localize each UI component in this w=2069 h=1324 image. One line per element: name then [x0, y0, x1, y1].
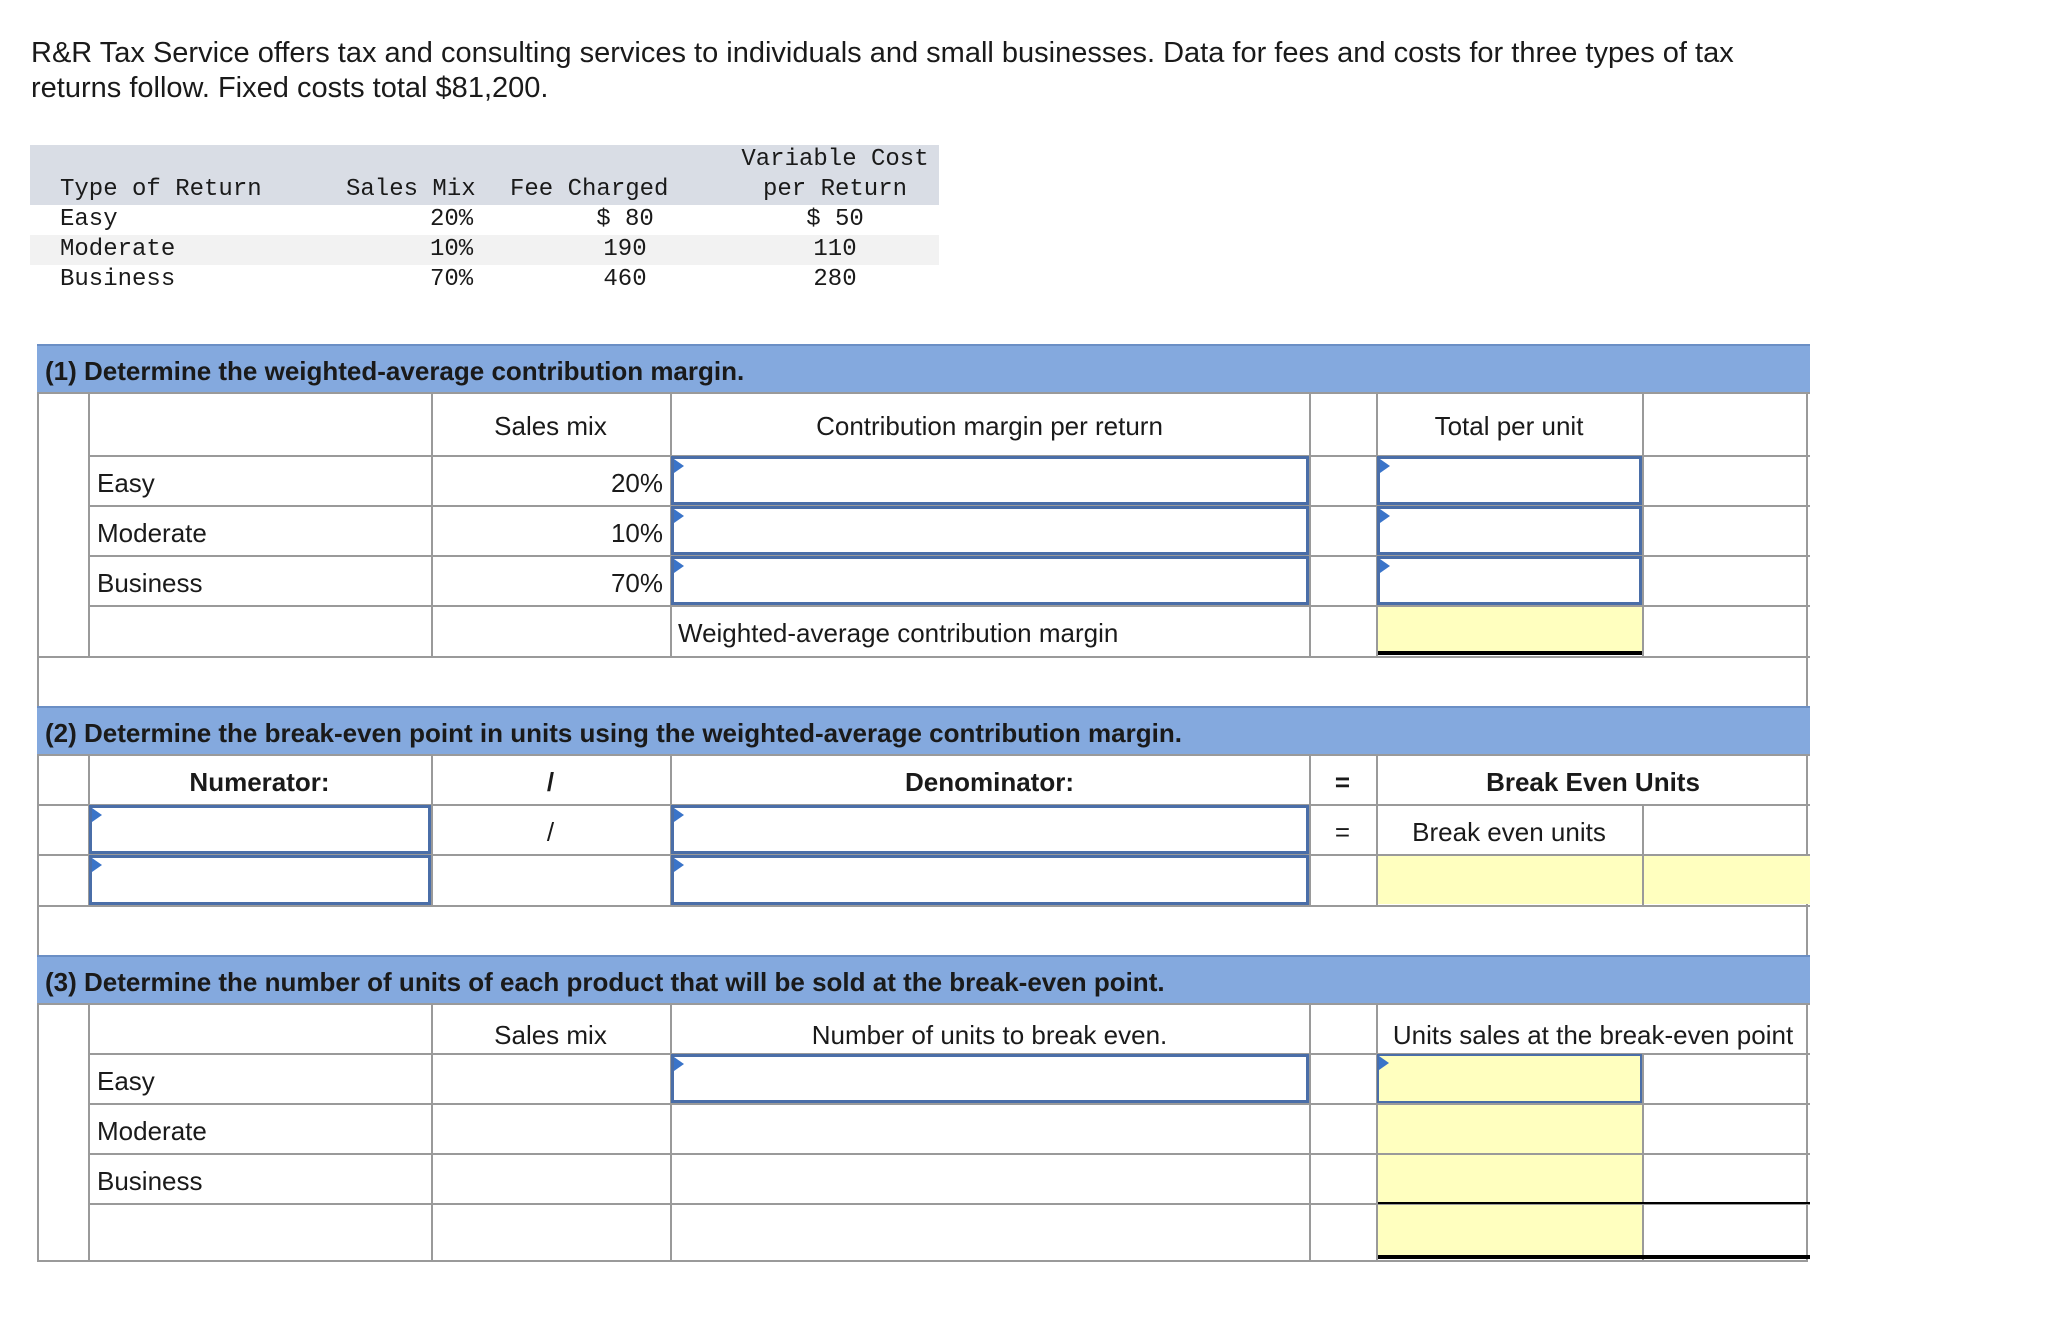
row-fee: $ 80 — [596, 206, 654, 233]
divider — [37, 754, 1810, 756]
business-cm-input[interactable] — [671, 556, 1309, 605]
divider — [88, 392, 90, 656]
part3-col-result: Units sales at the break-even point — [1392, 1020, 1794, 1050]
worksheet — [37, 344, 1810, 1264]
row-var: 280 — [813, 266, 857, 293]
divider — [1309, 392, 1311, 656]
double-underline — [1378, 651, 1642, 655]
row-type: Moderate — [60, 236, 176, 263]
part3-col-units: Number of units to break even. — [811, 1020, 1168, 1050]
divider — [1642, 1053, 1644, 1262]
header-type: Type of Return — [60, 176, 262, 203]
part1-col-sales-mix: Sales mix — [494, 411, 607, 441]
equals-sign: = — [1334, 817, 1351, 847]
numerator-value-input[interactable] — [89, 855, 431, 905]
given-data-table — [30, 145, 939, 295]
wacm-label: Weighted-average contribution margin — [678, 618, 1119, 648]
row-var: 110 — [813, 236, 857, 263]
easy-total-input[interactable] — [1377, 456, 1642, 505]
header-sales-mix: Sales Mix — [346, 176, 476, 203]
row-mix: 70% — [430, 266, 474, 293]
divider — [88, 1003, 90, 1262]
break-even-units-cell[interactable] — [1644, 856, 1810, 904]
moderate-units-result[interactable] — [1378, 1105, 1642, 1153]
intro-line-1: R&R Tax Service offers tax and consulting services to individuals and small businesses. Data for fees and costs for three types of tax — [31, 37, 1734, 69]
part1-row-business-mix: 70% — [610, 568, 663, 598]
moderate-cm-input[interactable] — [671, 506, 1309, 555]
part1-row-easy-label: Easy — [97, 468, 155, 498]
break-even-header: Break Even Units — [1486, 767, 1700, 797]
business-units-result[interactable] — [1378, 1155, 1642, 1203]
data-table-header — [30, 145, 939, 205]
break-even-result-cell[interactable] — [1378, 856, 1642, 904]
intro-line-2: returns follow. Fixed costs total $81,200. — [31, 72, 549, 104]
units-to-break-even-input[interactable] — [671, 1054, 1309, 1103]
data-row-easy — [30, 205, 939, 235]
wacm-result-cell[interactable] — [1378, 607, 1642, 653]
part3-row-easy-label: Easy — [97, 1066, 155, 1096]
part3-row-moderate-label: Moderate — [97, 1116, 207, 1146]
numerator-label-input[interactable] — [89, 805, 431, 854]
row-var: $ 50 — [806, 206, 864, 233]
part1-col-cm: Contribution margin per return — [816, 411, 1163, 441]
divider — [1309, 1003, 1311, 1262]
equals-header: = — [1334, 767, 1351, 797]
break-even-units-label: Break even units — [1412, 817, 1606, 847]
row-fee: 190 — [603, 236, 647, 263]
row-mix: 20% — [430, 206, 474, 233]
header-variable-cost: Variable Cost — [741, 146, 929, 173]
easy-units-result[interactable] — [1377, 1054, 1642, 1103]
total-units-result[interactable] — [1378, 1205, 1642, 1257]
row-mix: 10% — [430, 236, 474, 263]
data-row-business — [30, 265, 939, 295]
part1-row-moderate-mix: 10% — [610, 518, 663, 548]
part3-title: (3) Determine the number of units of each product that will be sold at the break-even point. — [45, 967, 1165, 997]
double-underline — [1378, 1255, 1810, 1259]
part1-col-total: Total per unit — [1434, 411, 1584, 441]
denominator-label-input[interactable] — [671, 805, 1309, 854]
denominator-value-input[interactable] — [671, 855, 1309, 905]
row-type: Business — [60, 266, 176, 293]
row-fee: 460 — [603, 266, 647, 293]
numerator-header: Numerator: — [189, 767, 330, 797]
part3-band — [37, 955, 1810, 1005]
divider — [1642, 392, 1644, 656]
part1-band — [37, 344, 1810, 394]
slash-sign: / — [546, 817, 555, 847]
divider — [37, 656, 1810, 658]
slash-header: / — [546, 767, 555, 797]
header-fee-charged: Fee Charged — [510, 176, 669, 203]
total-rule — [1378, 1202, 1810, 1204]
easy-cm-input[interactable] — [671, 456, 1309, 505]
divider — [37, 1003, 1810, 1005]
part2-title: (2) Determine the break-even point in units using the weighted-average contribution margin. — [45, 718, 1182, 748]
part2-band — [37, 706, 1810, 756]
part3-col-sales-mix: Sales mix — [494, 1020, 607, 1050]
data-row-moderate — [30, 235, 939, 265]
problem-statement — [31, 36, 1981, 106]
denominator-header: Denominator: — [905, 767, 1074, 797]
header-per-return: per Return — [762, 176, 908, 203]
part1-row-easy-mix: 20% — [610, 468, 663, 498]
moderate-total-input[interactable] — [1377, 506, 1642, 555]
part1-title: (1) Determine the weighted-average contribution margin. — [45, 356, 745, 386]
divider — [37, 392, 1810, 394]
divider — [37, 905, 1810, 907]
part3-row-business-label: Business — [97, 1166, 203, 1196]
business-total-input[interactable] — [1377, 556, 1642, 605]
row-type: Easy — [60, 206, 118, 233]
part1-row-moderate-label: Moderate — [97, 518, 207, 548]
part1-row-business-label: Business — [97, 568, 203, 598]
